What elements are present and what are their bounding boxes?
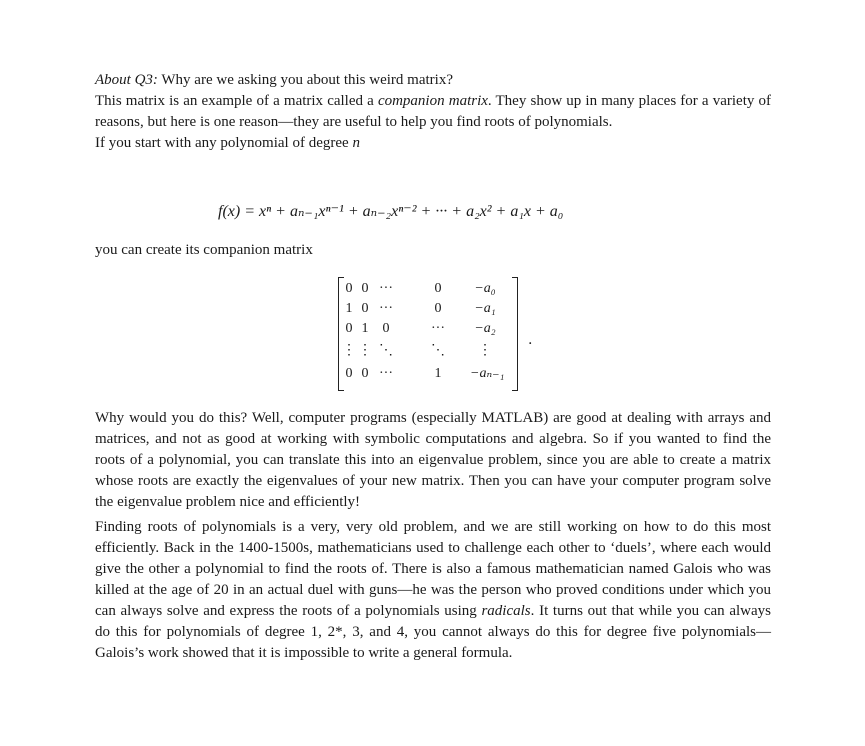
matrix-cell: 1	[434, 366, 442, 381]
matrix-cell: ···	[379, 301, 393, 316]
matrix-cell: ···	[379, 366, 393, 381]
matrix-cell: 0	[345, 281, 353, 296]
intro-text-b: . They show up in many places for a variety of reasons, but here is one reason—they are useful to help you find roots of polynomials.	[95, 93, 771, 130]
equation-lhs: f(x) =	[218, 203, 259, 220]
why-paragraph: Why would you do this? Well, computer programs (especially MATLAB) are good at dealing with arrays and matrices, and not as good at working with symbolic computations and algebra. So if you wanted to find the roots of a polynomial, you can translate this into an eigenvalue problem, since you are able to create a matrix whose roots are exactly the eigenvalues of your new matrix. Then you can have your computer program solve the eigenvalue problem nice and efficiently!	[95, 410, 771, 510]
matrix-cell: 0	[382, 321, 390, 336]
explanation-section	[95, 408, 771, 664]
matrix-cell: ⋱	[431, 343, 445, 358]
history-paragraph	[95, 517, 771, 664]
matrix-cell: −aₙ₋₁	[470, 366, 505, 381]
matrix-cell: ···	[431, 321, 445, 336]
matrix-cell: 0	[434, 281, 442, 296]
matrix-cell: ⋮	[358, 343, 372, 358]
degree-variable: n	[352, 135, 360, 151]
polynomial-equation	[218, 201, 563, 221]
companion-intro-text: you can create its companion matrix	[95, 242, 313, 258]
history-text-a: Finding roots of polynomials is a very, very old problem, and we are still working on how to do this most efficiently. Back in the 1400-1500s, mathematicians used to challenge each other to ‘duels’, where each would give the other a polynomial to find the roots of. There is also a famous mathematician named Galois who was killed at the age of 20 in an actual duel with guns—he was the person who proved conditions under which you can always solve and express the roots of a polynomials using	[95, 519, 771, 619]
matrix-cell: 0	[345, 366, 353, 381]
intro-text-a: This matrix is an example of a matrix called a	[95, 93, 378, 109]
matrix-period: .	[528, 332, 533, 348]
matrix-cell: −a₀	[474, 281, 496, 296]
matrix-cell: ⋱	[379, 343, 393, 358]
equation-rhs: xⁿ + aₙ₋₁xⁿ⁻¹ + aₙ₋₂xⁿ⁻² + ··· + a₂x² + a₁x + a₀	[259, 203, 564, 220]
matrix-cell: 0	[361, 301, 369, 316]
matrix-cell: 0	[345, 321, 353, 336]
matrix-cell: −a₁	[474, 301, 496, 316]
intro-paragraph	[95, 91, 771, 133]
matrix-cell: 1	[345, 301, 353, 316]
matrix-cell: 0	[434, 301, 442, 316]
right-bracket	[512, 277, 518, 391]
radicals-term: radicals	[481, 603, 531, 619]
degree-paragraph	[95, 133, 771, 154]
question-label: About Q3:	[95, 72, 158, 88]
matrix-cell: ⋮	[342, 343, 356, 358]
companion-matrix	[338, 277, 518, 389]
heading-text: Why are we asking you about this weird matrix?	[157, 72, 453, 88]
matrix-cell: 1	[361, 321, 369, 336]
history-text-b: . It turns out that while you can always do this for polynomials of degree 1, 2*, 3, and 4, you cannot always do this for degree five polynomials—Galois’s work showed that it is impossible to write a general formula.	[95, 603, 771, 661]
matrix-cell: 0	[361, 281, 369, 296]
document-body	[95, 70, 771, 154]
matrix-cell: ⋮	[478, 343, 492, 358]
matrix-cell: −a₂	[474, 321, 496, 336]
heading-paragraph	[95, 70, 771, 91]
companion-intro	[95, 240, 771, 261]
degree-text: If you start with any polynomial of degree	[95, 135, 353, 151]
matrix-cell: ···	[379, 281, 393, 296]
companion-matrix-term: companion matrix	[377, 93, 488, 109]
matrix-cell: 0	[361, 366, 369, 381]
